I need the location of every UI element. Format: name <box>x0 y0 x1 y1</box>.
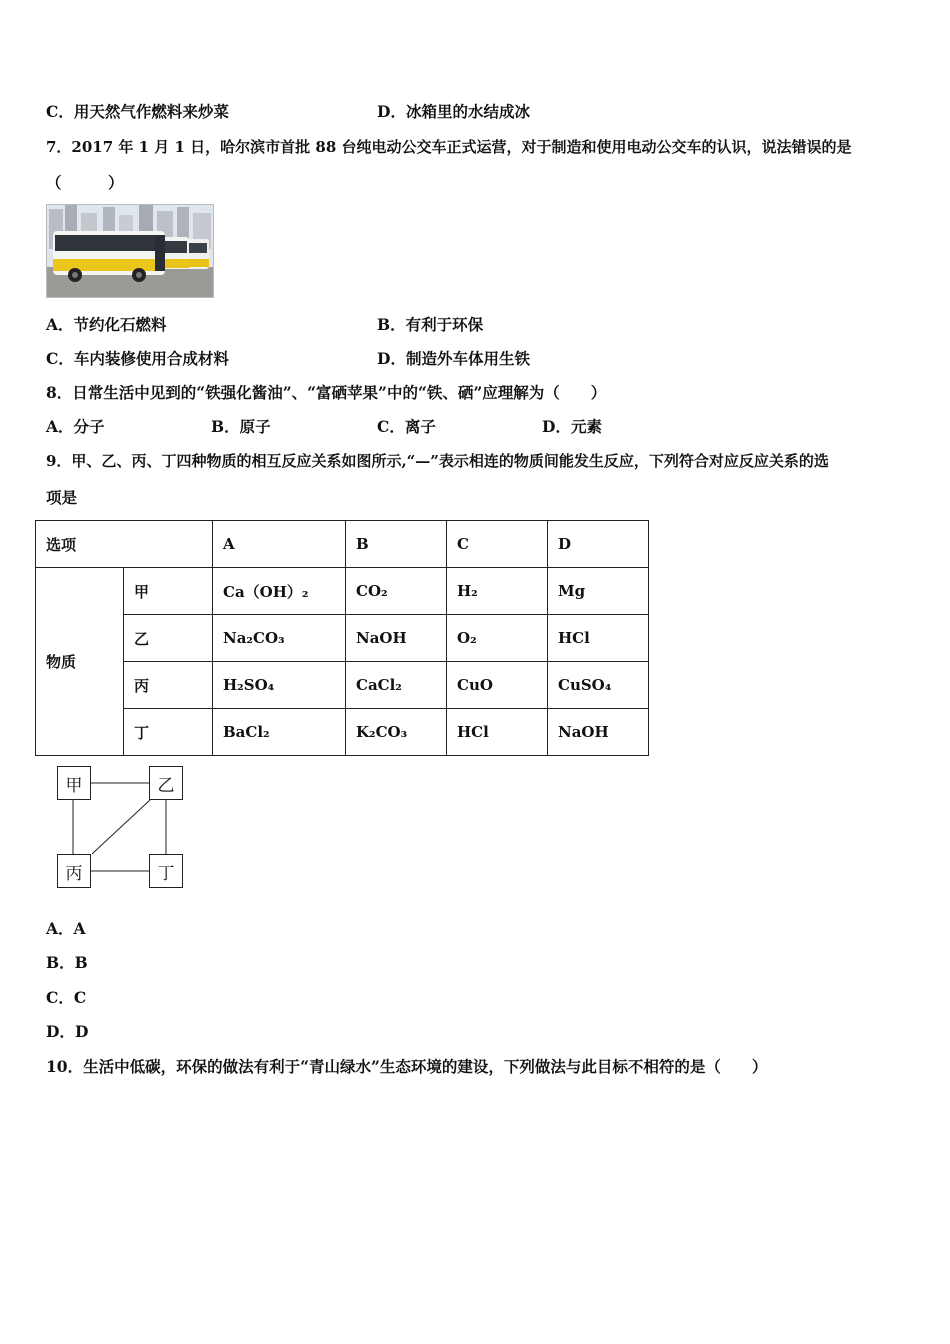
box-yi: 乙 <box>149 766 183 800</box>
header-c: C <box>447 521 548 568</box>
q9-stem-line2: 项是 <box>46 488 78 507</box>
q10-stem: 10．生活中低碳，环保的做法有利于“青山绿水”生态环境的建设，下列做法与此目标不相符的是（ ） <box>46 1057 768 1076</box>
cell: HCl <box>548 615 649 662</box>
cell: Ca（OH）₂ <box>213 568 346 615</box>
table-header-row <box>36 521 649 568</box>
cell: CuSO₄ <box>548 662 649 709</box>
cell: H₂SO₄ <box>213 662 346 709</box>
table-row <box>36 615 649 662</box>
q7-option-b: B．有利于环保 <box>377 315 484 334</box>
cell: NaOH <box>548 709 649 756</box>
q9-option-c: C．C <box>46 988 87 1007</box>
cell: Mg <box>548 568 649 615</box>
cell: CaCl₂ <box>346 662 447 709</box>
box-bing: 丙 <box>57 854 91 888</box>
box-jia: 甲 <box>57 766 91 800</box>
cell: Na₂CO₃ <box>213 615 346 662</box>
cell: O₂ <box>447 615 548 662</box>
group-label: 物质 <box>36 568 124 756</box>
q8-option-b: B．原子 <box>211 417 271 436</box>
header-b: B <box>346 521 447 568</box>
q8-option-d: D．元素 <box>542 417 602 436</box>
cell: NaOH <box>346 615 447 662</box>
q7-option-d: D．制造外车体用生铁 <box>377 349 530 368</box>
cell: K₂CO₃ <box>346 709 447 756</box>
table-row <box>36 709 649 756</box>
header-a: A <box>213 521 346 568</box>
box-ding: 丁 <box>149 854 183 888</box>
row-label: 丁 <box>124 709 213 756</box>
q7-option-c: C．车内装修使用合成材料 <box>46 349 229 368</box>
q9-option-a: A．A <box>46 919 86 938</box>
cell: CO₂ <box>346 568 447 615</box>
q8-stem: 8．日常生活中见到的“铁强化酱油”、“富硒苹果”中的“铁、硒”应理解为（ ） <box>46 383 607 402</box>
q8-option-c: C．离子 <box>377 417 436 436</box>
q7-paren: （ ） <box>46 173 124 192</box>
q7-option-a: A．节约化石燃料 <box>46 315 167 334</box>
q9-option-d: D．D <box>46 1022 89 1041</box>
reaction-diagram <box>50 760 200 895</box>
electric-bus-photo <box>46 204 214 298</box>
q9-stem-line1: 9．甲、乙、丙、丁四种物质的相互反应关系如图所示,“—”表示相连的物质间能发生反应，下列符合对应反应关系的选 <box>46 452 829 470</box>
q8-option-a: A．分子 <box>46 417 105 436</box>
cell: HCl <box>447 709 548 756</box>
row-label: 甲 <box>124 568 213 615</box>
q7-stem: 7．2017 年 1 月 1 日，哈尔滨市首批 88 台纯电动公交车正式运营，对于制造和使用电动公交车的认识，说法错误的是 <box>46 138 852 156</box>
q6-option-d: D．冰箱里的水结成冰 <box>377 102 530 121</box>
q6-option-c: C．用天然气作燃料来炒菜 <box>46 102 229 121</box>
row-label: 丙 <box>124 662 213 709</box>
table-row <box>36 568 649 615</box>
header-d: D <box>548 521 649 568</box>
q9-option-b: B．B <box>46 953 88 972</box>
row-label: 乙 <box>124 615 213 662</box>
cell: H₂ <box>447 568 548 615</box>
table-row <box>36 662 649 709</box>
cell: BaCl₂ <box>213 709 346 756</box>
reaction-table <box>35 520 649 756</box>
header-option: 选项 <box>36 521 213 568</box>
cell: CuO <box>447 662 548 709</box>
